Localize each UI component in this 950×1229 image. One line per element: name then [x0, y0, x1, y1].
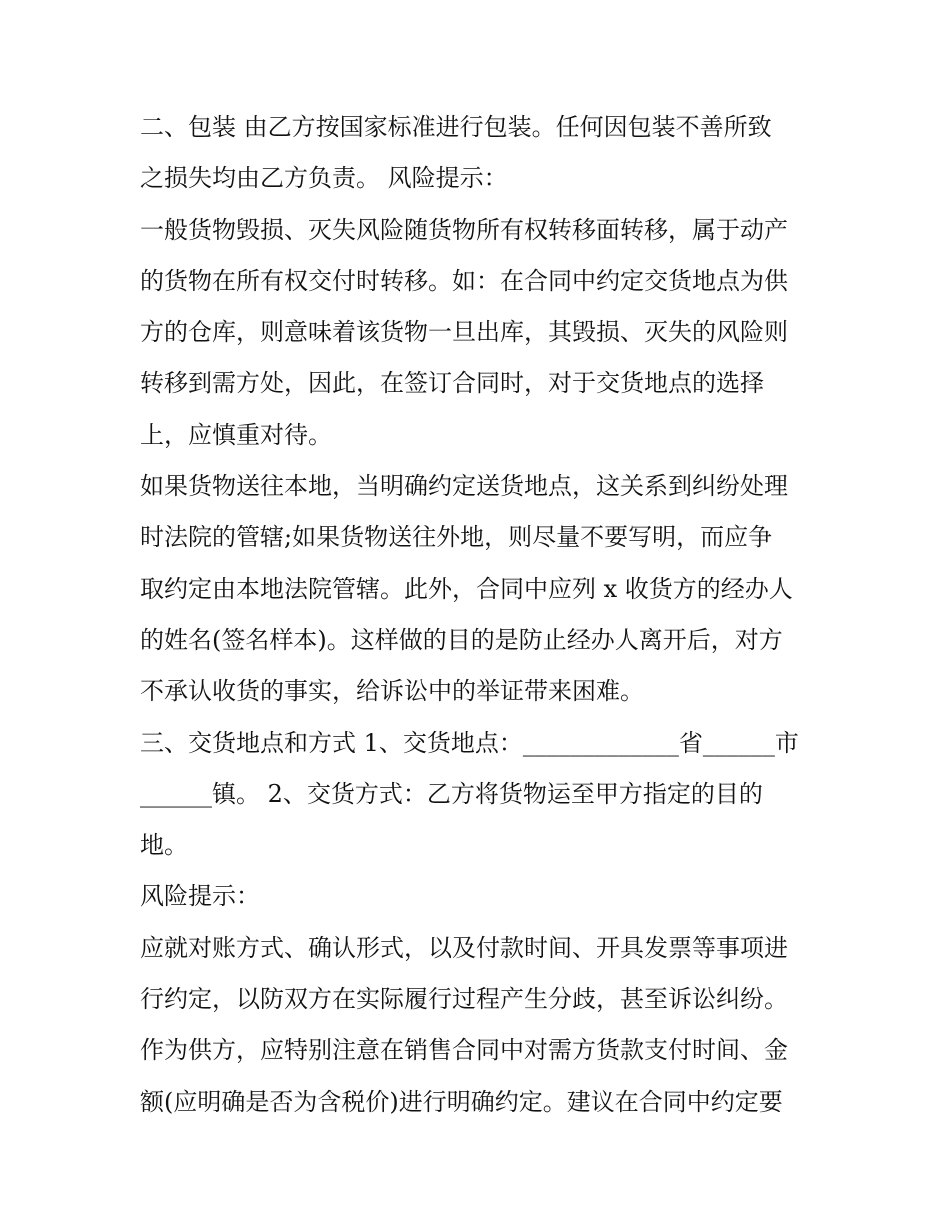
- text-line: 之损失均由乙方负责。 风险提示：: [140, 164, 508, 193]
- text-line: 不承认收货的事实，给诉讼中的举证带来困难。: [140, 677, 644, 706]
- document-body: [140, 102, 820, 1128]
- text-line: 三、交货地点和方式 1、交货地点：_____________省______市: [140, 728, 799, 757]
- text-line: 风险提示：: [140, 882, 260, 911]
- text-line: 时法院的管辖;如果货物送往外地，则尽量不要写明，而应争: [140, 523, 773, 552]
- text-line: 如果货物送往本地，当明确约定送货地点，这关系到纠纷处理: [140, 472, 788, 501]
- text-line: 取约定由本地法院管辖。此外，合同中应列 x 收货方的经办人: [140, 574, 793, 603]
- text-line: 地。: [140, 831, 188, 860]
- text-line: ______镇。 2、交货方式：乙方将货物运至甲方指定的目的: [140, 779, 763, 808]
- text-line: 的姓名(签名样本)。这样做的目的是防止经办人离开后，对方: [140, 625, 783, 654]
- text-line: 转移到需方处，因此，在签订合同时，对于交货地点的选择: [140, 369, 764, 398]
- text-line: 行约定，以防双方在实际履行过程产生分歧，甚至诉讼纠纷。: [140, 985, 788, 1014]
- text-line: 的货物在所有权交付时转移。如：在合同中约定交货地点为供: [140, 266, 788, 295]
- text-line: 方的仓库，则意味着该货物一旦出库，其毁损、灭失的风险则: [140, 318, 788, 347]
- text-line: 应就对账方式、确认形式，以及付款时间、开具发票等事项进: [140, 933, 788, 962]
- text-line: 作为供方，应特别注意在销售合同中对需方货款支付时间、金: [140, 1036, 788, 1065]
- text-line: 二、包装 由乙方按国家标准进行包装。任何因包装不善所致: [140, 113, 772, 141]
- text-line: 上，应慎重对待。: [140, 420, 332, 449]
- text-line: 额(应明确是否为含税价)进行明确约定。建议在合同中约定要: [140, 1087, 783, 1116]
- text-line: 一般货物毁损、灭失风险随货物所有权转移面转移，属于动产: [140, 215, 788, 244]
